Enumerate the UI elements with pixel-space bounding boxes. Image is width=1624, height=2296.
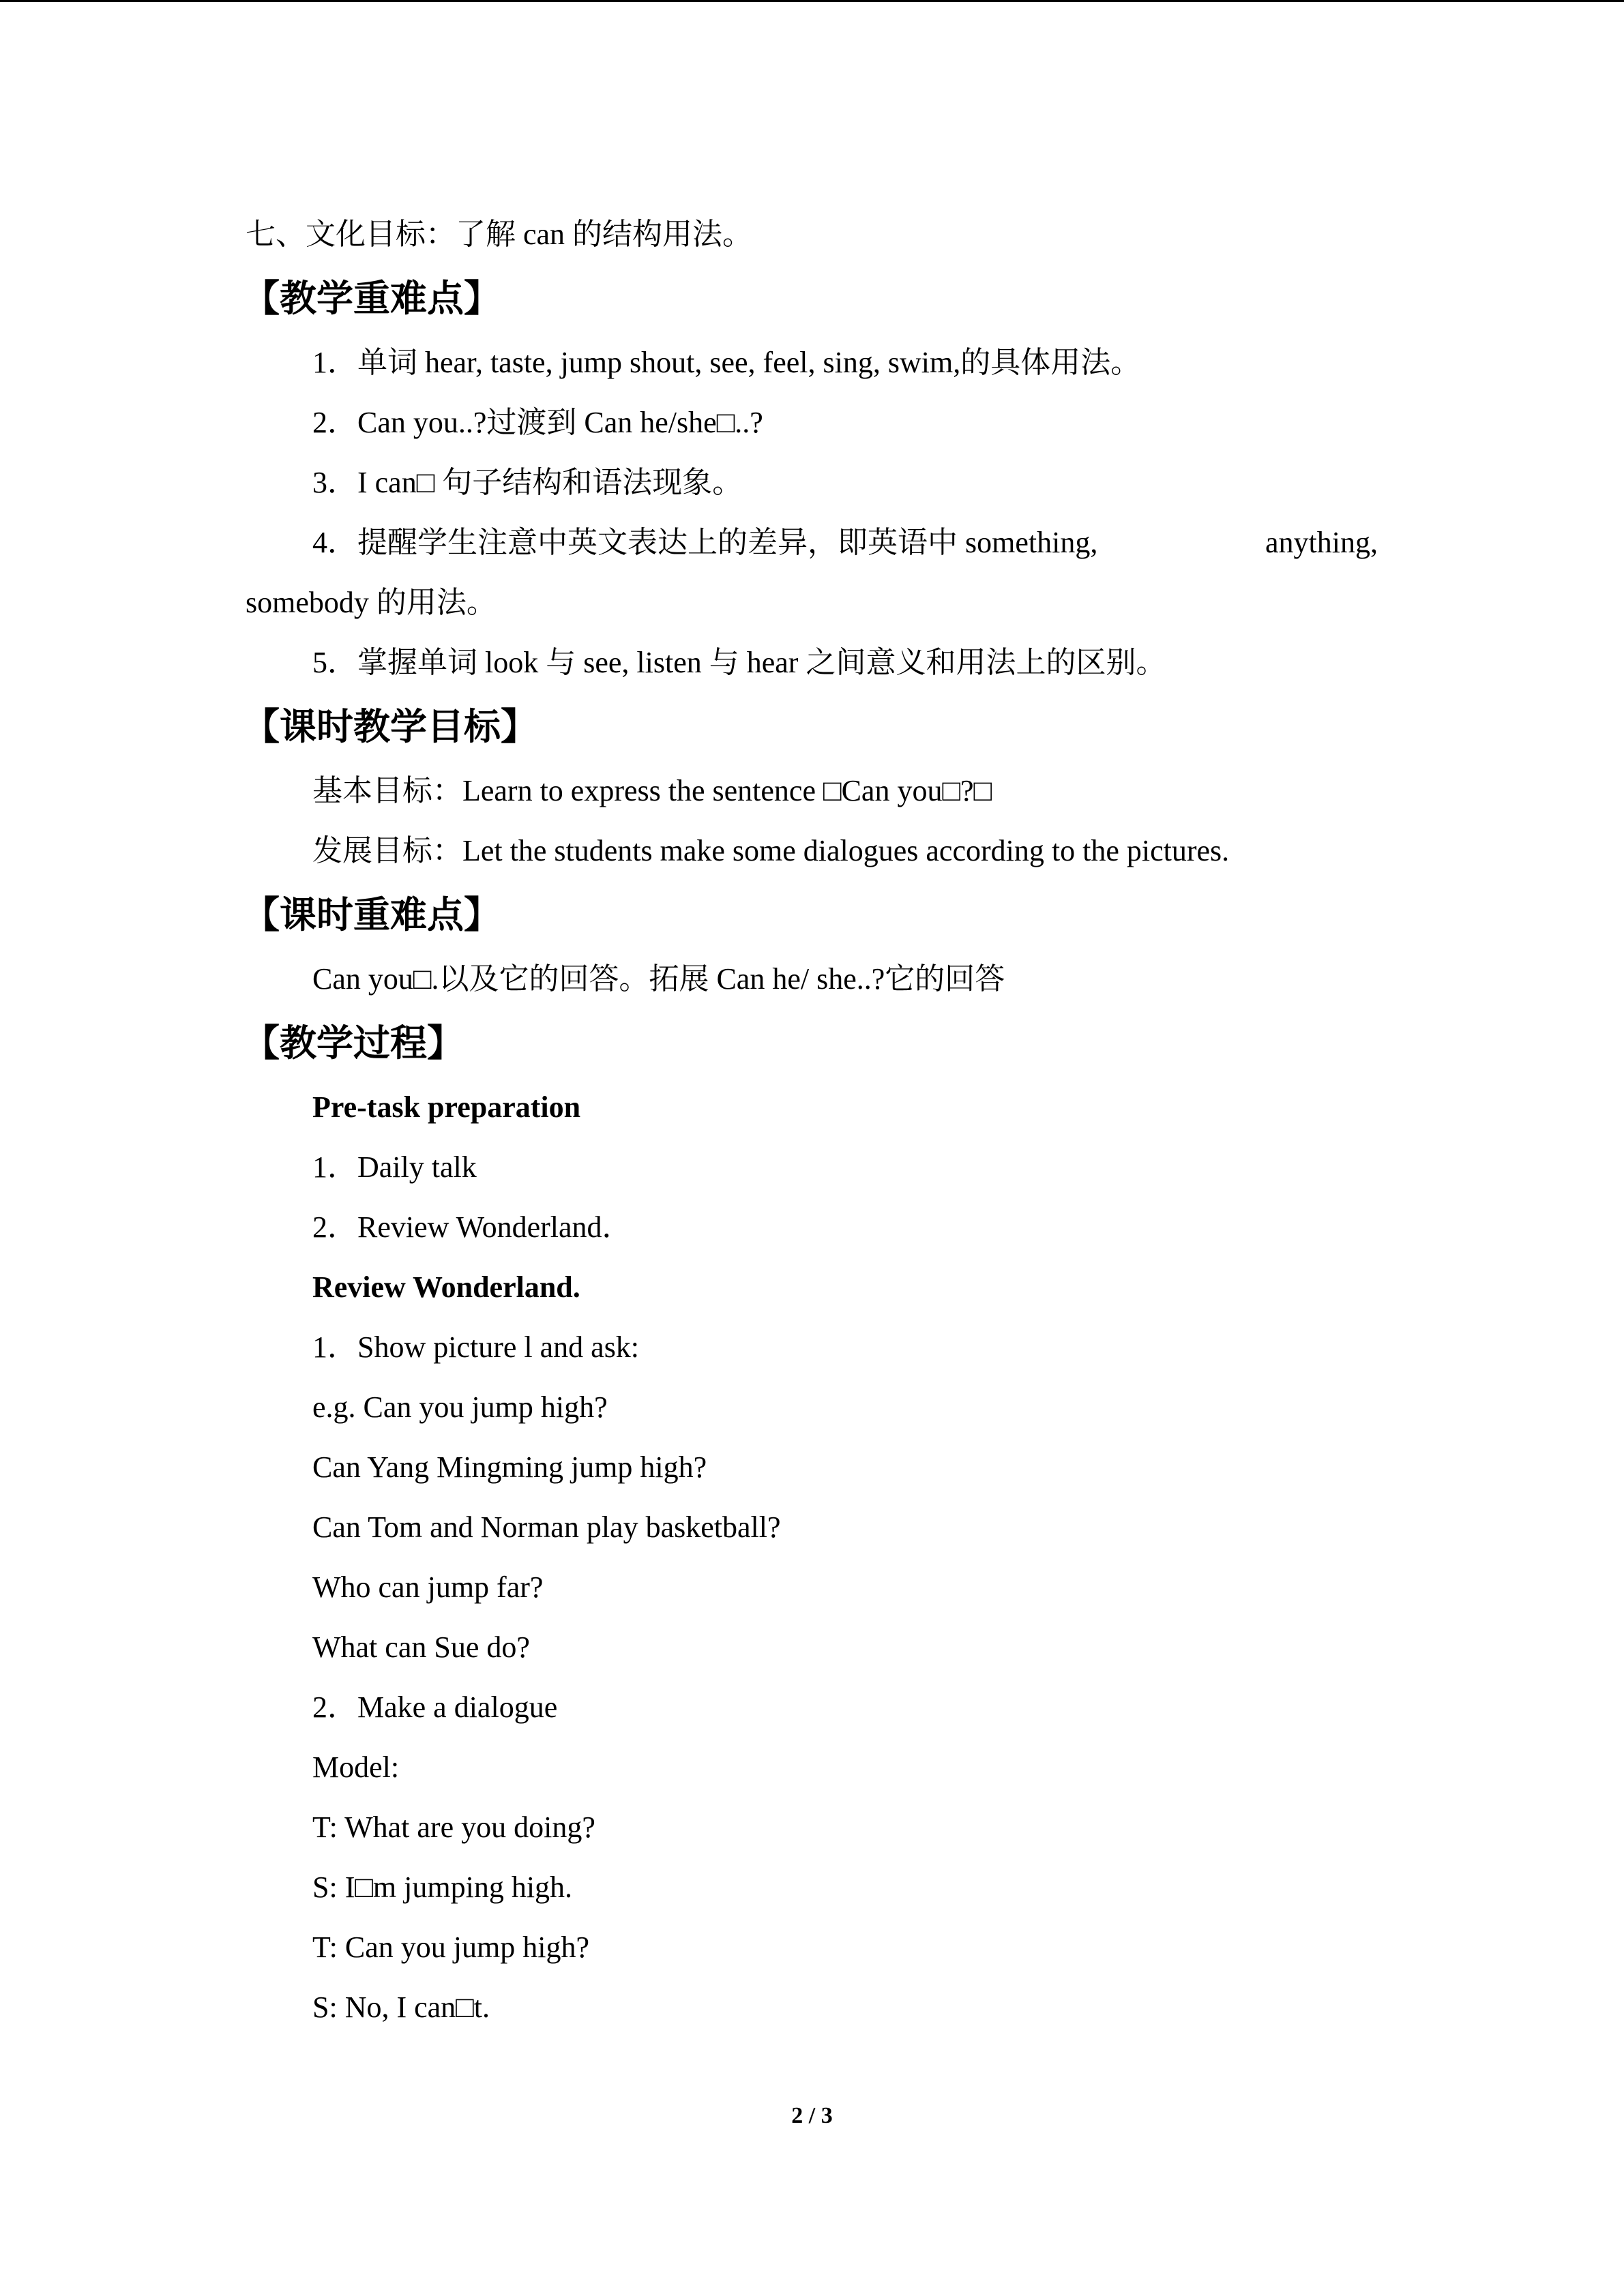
review-line: S: No, I can□t. xyxy=(312,1991,490,2024)
review-line: T: Can you jump high? xyxy=(312,1930,589,1964)
key-point-3: 3．I can□ 句子结构和语法现象。 xyxy=(312,466,743,499)
review-line: What can Sue do? xyxy=(312,1630,530,1664)
key-point-4 xyxy=(246,513,1378,573)
top-border-rule xyxy=(0,0,1624,2)
document-body xyxy=(243,205,1378,2038)
review-line: S: I□m jumping high. xyxy=(312,1870,573,1904)
key-point-4-left: 4．提醒学生注意中英文表达上的差异，即英语中 something, xyxy=(312,526,1098,559)
pre-task-item: 2．Review Wonderland． xyxy=(312,1210,632,1244)
review-line: 1．Show picture l and ask: xyxy=(312,1330,640,1364)
key-point-4-continued: somebody 的用法。 xyxy=(246,586,497,619)
pre-task-title: Pre-task preparation xyxy=(312,1090,581,1124)
section-heading-lesson-goals: 【课时教学目标】 xyxy=(243,706,537,747)
section-heading-lesson-key-points: 【课时重难点】 xyxy=(243,895,501,936)
section-heading-process: 【教学过程】 xyxy=(243,1023,464,1064)
page-number: 2 / 3 xyxy=(791,2103,833,2128)
development-goal: 发展目标：Let the students make some dialogues according to the pictures. xyxy=(312,834,1230,867)
key-point-5: 5．掌握单词 look 与 see, listen 与 hear 之间意义和用法上的区别。 xyxy=(312,646,1166,679)
review-line: Can Tom and Norman play basketball? xyxy=(312,1510,781,1544)
culture-goal: 七、文化目标：了解 can 的结构用法。 xyxy=(246,218,753,251)
key-point-1: 1．单词 hear, taste, jump shout, see, feel, sing, swim,的具体用法。 xyxy=(312,346,1141,379)
review-line: Who can jump far? xyxy=(312,1570,544,1604)
review-title: Review Wonderland. xyxy=(312,1270,580,1304)
section-heading-key-points: 【教学重难点】 xyxy=(243,278,501,319)
review-line: Model: xyxy=(312,1750,400,1784)
review-line: T: What are you doing? xyxy=(312,1810,595,1844)
review-line: Can Yang Mingming jump high? xyxy=(312,1450,707,1484)
key-point-4-right: anything, xyxy=(1265,526,1378,559)
basic-goal: 基本目标：Learn to express the sentence □Can you□?□ xyxy=(312,774,992,807)
key-point-2: 2．Can you..?过渡到 Can he/she□..? xyxy=(312,406,763,439)
review-line: 2．Make a dialogue xyxy=(312,1690,558,1724)
review-line: e.g. Can you jump high? xyxy=(312,1390,608,1424)
pre-task-item: 1．Daily talk xyxy=(312,1150,477,1184)
lesson-key-points-text: Can you□.以及它的回答。拓展 Can he/ she..?它的回答 xyxy=(312,962,1005,996)
